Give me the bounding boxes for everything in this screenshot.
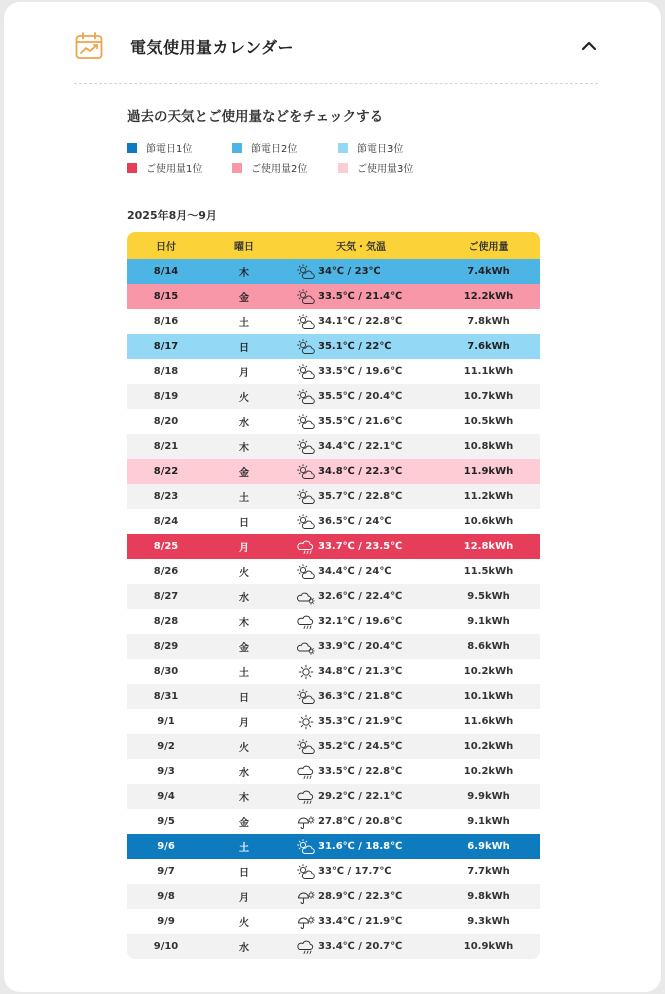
cell-date: 8/22 <box>153 466 179 477</box>
cell-weather <box>297 884 437 909</box>
cell-temperature: 35.5℃ / 21.6℃ <box>318 416 403 427</box>
cell-usage: 12.2kWh <box>463 291 514 302</box>
sun-cloud-icon <box>297 514 315 530</box>
cell-usage: 9.1kWh <box>467 616 510 627</box>
cell-date: 8/29 <box>153 641 179 652</box>
cell-day: 火 <box>239 393 249 404</box>
usage-table <box>127 232 540 959</box>
cell-temperature: 33.5℃ / 19.6℃ <box>318 366 403 377</box>
cell-temperature: 33.5℃ / 21.4℃ <box>318 291 403 302</box>
cell-date: 9/9 <box>157 916 175 927</box>
table-row <box>127 409 540 434</box>
cell-weather <box>297 659 437 684</box>
header-divider <box>74 83 598 84</box>
cell-temperature: 33.4℃ / 20.7℃ <box>318 941 403 952</box>
cell-date: 8/30 <box>153 666 179 677</box>
cell-day: 木 <box>239 618 249 629</box>
cell-temperature: 35.2℃ / 24.5℃ <box>318 741 403 752</box>
table-row <box>127 309 540 334</box>
table-row <box>127 284 540 309</box>
umbrella-sun-icon <box>297 914 315 930</box>
cell-date: 8/15 <box>153 291 179 302</box>
cell-day: 火 <box>239 568 249 579</box>
table-row <box>127 434 540 459</box>
legend-usage-1 <box>127 163 202 177</box>
cloud-rain-icon <box>297 789 315 805</box>
cell-date: 9/5 <box>157 816 175 827</box>
cell-weather <box>297 934 437 959</box>
cell-day: 土 <box>239 668 249 679</box>
table-row <box>127 709 540 734</box>
cell-usage: 9.8kWh <box>467 891 510 902</box>
cell-temperature: 35.3℃ / 21.9℃ <box>318 716 403 727</box>
cell-weather <box>297 684 437 709</box>
cell-weather <box>297 334 437 359</box>
cell-date: 8/21 <box>153 441 179 452</box>
cell-weather <box>297 859 437 884</box>
cell-temperature: 32.1℃ / 19.6℃ <box>318 616 403 627</box>
calendar-header[interactable] <box>74 26 598 70</box>
table-row <box>127 584 540 609</box>
cell-day: 月 <box>239 543 249 554</box>
table-row <box>127 509 540 534</box>
sun-cloud-icon <box>297 339 315 355</box>
cell-temperature: 33.9℃ / 20.4℃ <box>318 641 403 652</box>
cell-weather <box>297 259 437 284</box>
cloud-sun-icon <box>297 589 315 605</box>
legend-label: 節電日2位 <box>251 144 298 155</box>
cell-usage: 10.6kWh <box>463 516 514 527</box>
legend-usage-2 <box>232 163 307 177</box>
chevron-up-icon[interactable] <box>580 38 598 54</box>
cell-day: 木 <box>239 793 249 804</box>
cell-usage: 10.2kWh <box>463 766 514 777</box>
umbrella-sun-icon <box>297 889 315 905</box>
legend-swatch <box>338 143 348 153</box>
cell-weather <box>297 384 437 409</box>
cell-date: 9/10 <box>153 941 179 952</box>
cell-temperature: 34.1℃ / 22.8℃ <box>318 316 403 327</box>
cell-weather <box>297 459 437 484</box>
cell-day: 日 <box>239 868 249 879</box>
cell-usage: 11.1kWh <box>463 366 514 377</box>
cell-date: 8/25 <box>153 541 179 552</box>
table-row <box>127 659 540 684</box>
table-row <box>127 734 540 759</box>
header-weather: 天気・気温 <box>336 242 386 253</box>
table-row <box>127 784 540 809</box>
table-header <box>127 232 540 259</box>
table-row <box>127 534 540 559</box>
cell-usage: 7.7kWh <box>467 866 510 877</box>
cell-usage: 11.6kWh <box>463 716 514 727</box>
cell-usage: 10.9kWh <box>463 941 514 952</box>
legend-label: ご使用量2位 <box>251 164 308 175</box>
cell-date: 9/7 <box>157 866 175 877</box>
table-row <box>127 359 540 384</box>
cell-usage: 7.8kWh <box>467 316 510 327</box>
cell-usage: 9.5kWh <box>467 591 510 602</box>
cell-date: 8/20 <box>153 416 179 427</box>
legend-swatch <box>338 163 348 173</box>
cell-weather <box>297 359 437 384</box>
cell-day: 金 <box>239 818 249 829</box>
sun-cloud-icon <box>297 389 315 405</box>
cell-day: 土 <box>239 318 249 329</box>
cell-usage: 7.6kWh <box>467 341 510 352</box>
cell-temperature: 34.4℃ / 22.1℃ <box>318 441 403 452</box>
cell-usage: 10.1kWh <box>463 691 514 702</box>
cell-date: 9/8 <box>157 891 175 902</box>
cell-date: 8/26 <box>153 566 179 577</box>
cell-weather <box>297 484 437 509</box>
table-row <box>127 759 540 784</box>
cell-temperature: 32.6℃ / 22.4℃ <box>318 591 403 602</box>
cell-date: 8/23 <box>153 491 179 502</box>
cell-date: 8/14 <box>153 266 179 277</box>
cell-day: 水 <box>239 593 249 604</box>
cell-date: 9/6 <box>157 841 175 852</box>
cell-day: 月 <box>239 893 249 904</box>
cell-weather <box>297 409 437 434</box>
cell-date: 8/19 <box>153 391 179 402</box>
cell-weather <box>297 909 437 934</box>
sun-cloud-icon <box>297 314 315 330</box>
table-row <box>127 634 540 659</box>
page-title: 電気使用量カレンダー <box>130 38 294 57</box>
table-row <box>127 459 540 484</box>
sun-cloud-icon <box>297 364 315 380</box>
legend-label: 節電日3位 <box>357 144 404 155</box>
cell-weather <box>297 534 437 559</box>
cell-weather <box>297 734 437 759</box>
legend-save-1 <box>127 143 192 157</box>
cell-day: 日 <box>239 693 249 704</box>
sun-cloud-icon <box>297 739 315 755</box>
cell-day: 金 <box>239 293 249 304</box>
table-row <box>127 609 540 634</box>
cloud-rain-icon <box>297 764 315 780</box>
cell-usage: 9.1kWh <box>467 816 510 827</box>
cell-day: 月 <box>239 368 249 379</box>
cell-temperature: 34.8℃ / 22.3℃ <box>318 466 403 477</box>
table-row <box>127 909 540 934</box>
cell-weather <box>297 709 437 734</box>
cell-day: 木 <box>239 268 249 279</box>
cell-temperature: 27.8℃ / 20.8℃ <box>318 816 403 827</box>
cell-temperature: 35.7℃ / 22.8℃ <box>318 491 403 502</box>
period-label: 2025年8月〜9月 <box>127 209 217 222</box>
cell-usage: 11.9kWh <box>463 466 514 477</box>
cloud-rain-icon <box>297 939 315 955</box>
cell-usage: 10.7kWh <box>463 391 514 402</box>
cell-date: 8/27 <box>153 591 179 602</box>
cell-usage: 10.2kWh <box>463 741 514 752</box>
cell-temperature: 34.8℃ / 21.3℃ <box>318 666 403 677</box>
cell-temperature: 34℃ / 23℃ <box>318 266 381 277</box>
cell-day: 金 <box>239 468 249 479</box>
cell-usage: 10.5kWh <box>463 416 514 427</box>
cell-temperature: 33.7℃ / 23.5℃ <box>318 541 403 552</box>
legend-usage-3 <box>338 163 413 177</box>
cell-usage: 8.6kWh <box>467 641 510 652</box>
cell-temperature: 28.9℃ / 22.3℃ <box>318 891 403 902</box>
legend-swatch <box>127 163 137 173</box>
cell-usage: 9.9kWh <box>467 791 510 802</box>
cell-temperature: 29.2℃ / 22.1℃ <box>318 791 403 802</box>
sun-cloud-icon <box>297 839 315 855</box>
legend-label: 節電日1位 <box>146 144 193 155</box>
cell-weather <box>297 584 437 609</box>
cell-day: 日 <box>239 343 249 354</box>
legend-label: ご使用量3位 <box>357 164 414 175</box>
table-body <box>127 259 540 959</box>
cell-day: 土 <box>239 493 249 504</box>
calendar-chart-icon <box>74 31 104 61</box>
cell-weather <box>297 759 437 784</box>
cell-temperature: 36.5℃ / 24℃ <box>318 516 392 527</box>
sun-cloud-icon <box>297 439 315 455</box>
cell-weather <box>297 634 437 659</box>
header-date: 日付 <box>156 242 176 253</box>
sun-cloud-icon <box>297 289 315 305</box>
legend-swatch <box>232 163 242 173</box>
cell-weather <box>297 509 437 534</box>
cell-usage: 11.2kWh <box>463 491 514 502</box>
sun-cloud-icon <box>297 414 315 430</box>
cell-usage: 12.8kWh <box>463 541 514 552</box>
cell-temperature: 35.5℃ / 20.4℃ <box>318 391 403 402</box>
cell-date: 9/4 <box>157 791 175 802</box>
legend-save-2 <box>232 143 297 157</box>
cell-date: 8/18 <box>153 366 179 377</box>
cell-weather <box>297 309 437 334</box>
cell-day: 金 <box>239 643 249 654</box>
sun-cloud-icon <box>297 864 315 880</box>
sun-icon <box>297 664 315 680</box>
cell-date: 9/2 <box>157 741 175 752</box>
cell-day: 火 <box>239 918 249 929</box>
cell-usage: 6.9kWh <box>467 841 510 852</box>
cell-date: 8/17 <box>153 341 179 352</box>
cell-day: 水 <box>239 418 249 429</box>
cell-weather <box>297 809 437 834</box>
cell-date: 9/1 <box>157 716 175 727</box>
cell-weather <box>297 434 437 459</box>
header-usage: ご使用量 <box>468 242 509 253</box>
cell-usage: 11.5kWh <box>463 566 514 577</box>
legend-swatch <box>127 143 137 153</box>
sun-icon <box>297 714 315 730</box>
cloud-sun-icon <box>297 639 315 655</box>
sun-cloud-icon <box>297 564 315 580</box>
table-row <box>127 859 540 884</box>
table-row <box>127 259 540 284</box>
cell-weather <box>297 784 437 809</box>
cell-usage: 9.3kWh <box>467 916 510 927</box>
table-row <box>127 684 540 709</box>
umbrella-sun-icon <box>297 814 315 830</box>
cell-temperature: 33.4℃ / 21.9℃ <box>318 916 403 927</box>
cell-day: 月 <box>239 718 249 729</box>
legend-label: ご使用量1位 <box>146 164 203 175</box>
cell-temperature: 31.6℃ / 18.8℃ <box>318 841 403 852</box>
cloud-rain-icon <box>297 539 315 555</box>
sun-cloud-icon <box>297 489 315 505</box>
cell-temperature: 33.5℃ / 22.8℃ <box>318 766 403 777</box>
cell-day: 日 <box>239 518 249 529</box>
cell-usage: 7.4kWh <box>467 266 510 277</box>
cell-usage: 10.8kWh <box>463 441 514 452</box>
cell-weather <box>297 609 437 634</box>
table-row <box>127 559 540 584</box>
sun-cloud-icon <box>297 464 315 480</box>
cell-date: 8/31 <box>153 691 179 702</box>
cell-day: 木 <box>239 443 249 454</box>
cell-day: 水 <box>239 768 249 779</box>
table-row <box>127 884 540 909</box>
cell-temperature: 33℃ / 17.7℃ <box>318 866 392 877</box>
cell-weather <box>297 834 437 859</box>
table-row <box>127 834 540 859</box>
legend-save-3 <box>338 143 403 157</box>
cell-day: 土 <box>239 843 249 854</box>
header-day: 曜日 <box>234 242 254 253</box>
table-row <box>127 484 540 509</box>
cell-date: 8/24 <box>153 516 179 527</box>
cell-temperature: 34.4℃ / 24℃ <box>318 566 392 577</box>
cell-day: 水 <box>239 943 249 954</box>
cloud-rain-icon <box>297 614 315 630</box>
legend-swatch <box>232 143 242 153</box>
table-row <box>127 334 540 359</box>
cell-temperature: 35.1℃ / 22℃ <box>318 341 392 352</box>
cell-date: 8/16 <box>153 316 179 327</box>
cell-weather <box>297 284 437 309</box>
table-row <box>127 384 540 409</box>
sun-cloud-icon <box>297 264 315 280</box>
section-subtitle: 過去の天気とご使用量などをチェックする <box>127 109 384 125</box>
cell-temperature: 36.3℃ / 21.8℃ <box>318 691 403 702</box>
sun-cloud-icon <box>297 689 315 705</box>
cell-date: 8/28 <box>153 616 179 627</box>
cell-date: 9/3 <box>157 766 175 777</box>
table-row <box>127 934 540 959</box>
cell-weather <box>297 559 437 584</box>
table-row <box>127 809 540 834</box>
cell-day: 火 <box>239 743 249 754</box>
cell-usage: 10.2kWh <box>463 666 514 677</box>
